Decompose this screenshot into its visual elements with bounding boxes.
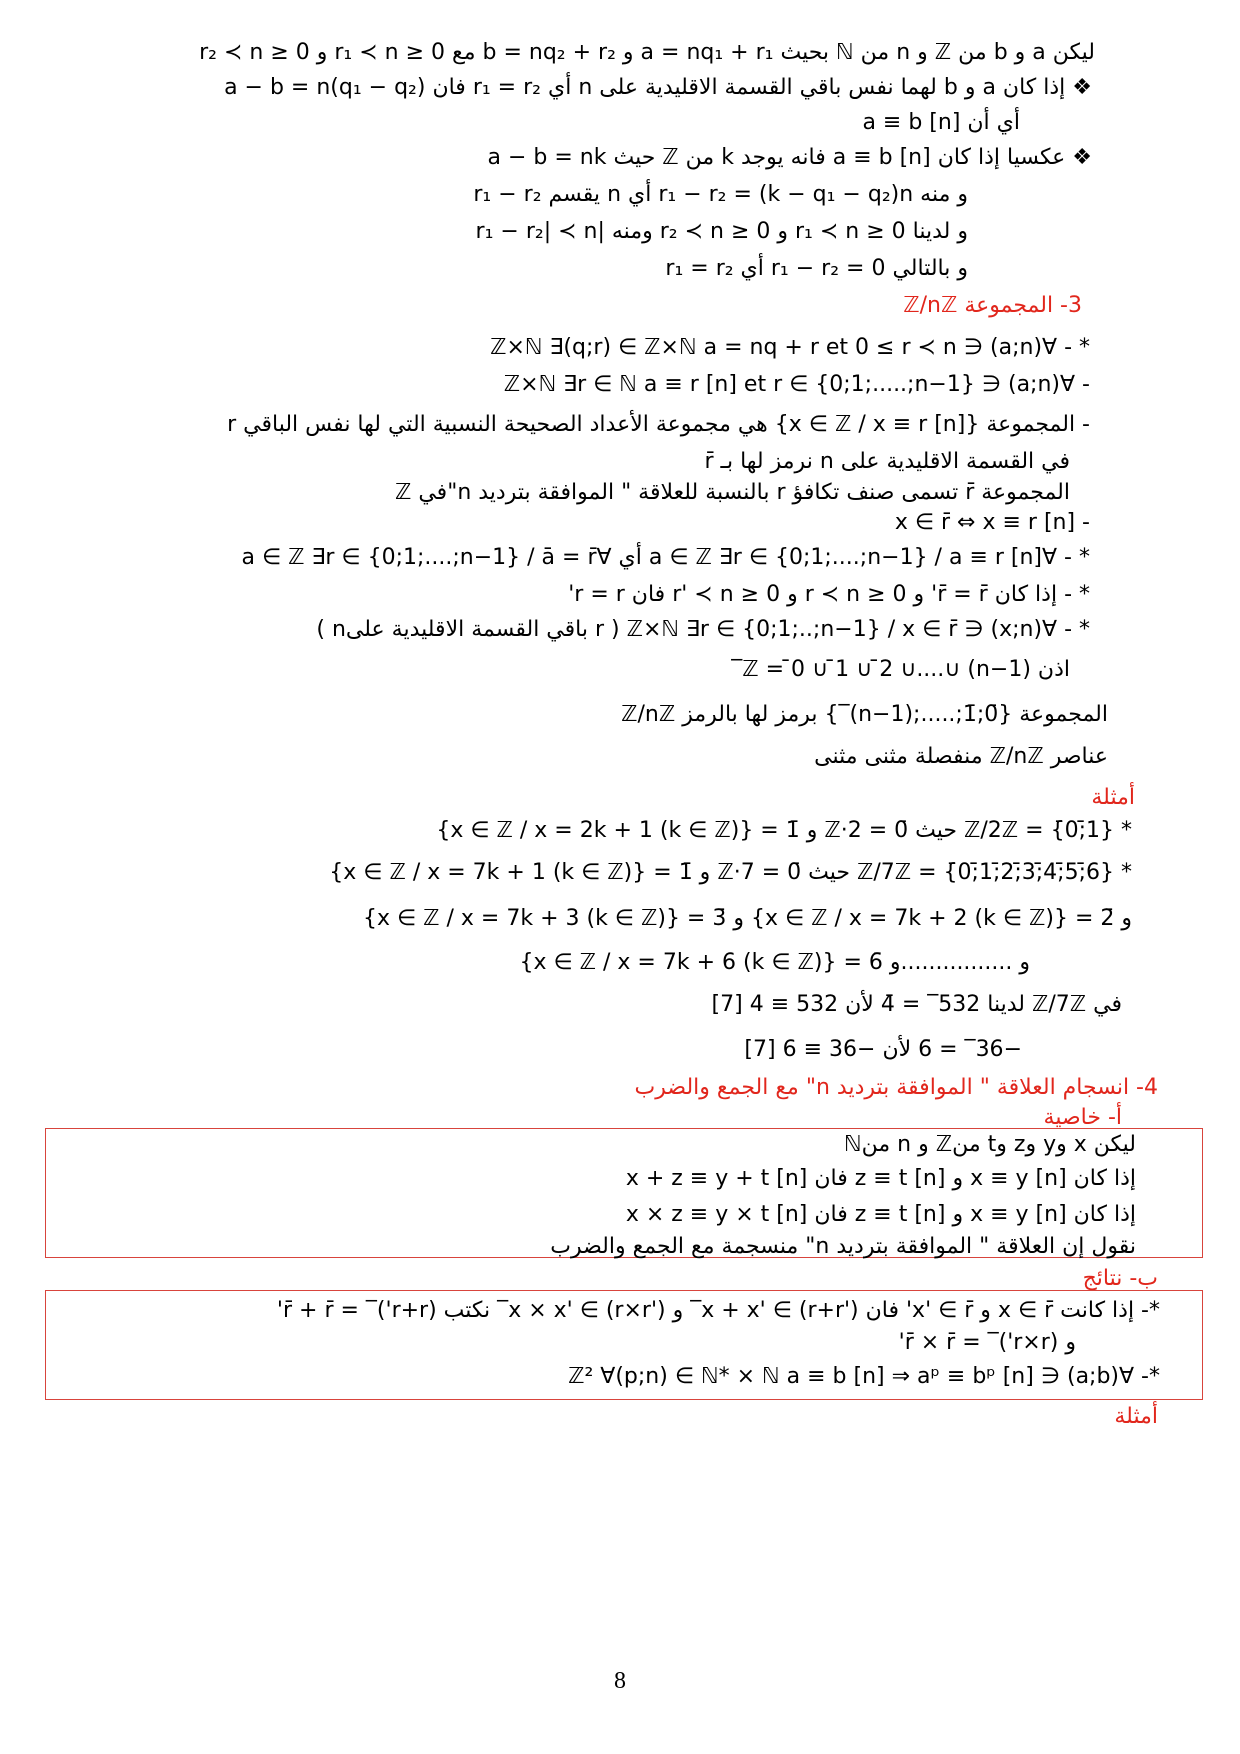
line-22: * ℤ/2ℤ = {0̄;1̄} حيث 0̄ = 2·ℤ و 1̄ = {x ∈ ℤ / x = 2k + 1 (k ∈ ℤ)} [436,818,1132,843]
results-heading: ب- نتائج [1082,1266,1158,1291]
line-10: - ∀(a;n) ∈ ℤ×ℕ ∃r ∈ ℕ a ≡ r [n] et r ∈ {0;1;.....;n−1} [503,372,1090,397]
section-3-heading: 3- المجموعة ℤ/nℤ [903,293,1082,318]
line-18: اذن ℤ = 0̄ ∪ 1̄ ∪ 2̄ ∪....∪ (n−1)‾ [731,657,1070,682]
line-20: عناصر ℤ/nℤ منفصلة مثنى مثنى [814,744,1108,769]
line-33: نقول إن العلاقة " الموافقة بترديد n" منسجمة مع الجمع والضرب [550,1234,1136,1259]
line-5: و منه r₁ − r₂ = (k − q₁ − q₂)n أي n يقسم r₁ − r₂ [473,182,968,207]
property-heading: أ- خاصية [1043,1105,1122,1130]
line-30: ليكن x وy وz وt منℤ و n منℕ [843,1132,1136,1157]
examples-heading-1: أمثلة [1091,785,1135,810]
line-1: ليكن a و b من ℤ و n من ℕ بحيث a = nq₁ + r₁ و b = nq₂ + r₂ مع 0 ≤ r₁ ≺ n و 0 ≤ r₂ ≺ n [199,40,1095,65]
line-13: المجموعة r̄ تسمى صنف تكافؤ r بالنسبة للعلاقة " الموافقة بترديد n"في ℤ [394,480,1070,505]
line-27: −36‾ = 6̄ لأن −36 ≡ 6 [7] [744,1037,1022,1062]
line-19: المجموعة {0̄;1̄;.....;(n−1)‾} برمز لها بالرمز ℤ/nℤ [621,702,1108,727]
line-25: و ................و 6̄ = {x ∈ ℤ / x = 7k + 6 (k ∈ ℤ)} [519,950,1030,975]
line-4: ❖ عكسيا إذا كان a ≡ b [n] فانه يوجد k من ℤ حيث a − b = nk [487,145,1092,170]
line-36: و (r×r')‾ = r̄ × r̄' [898,1330,1076,1355]
line-31: إذا كان x ≡ y [n] و z ≡ t [n] فان x + z ≡ y + t [n] [625,1166,1136,1191]
section-4-heading: 4- انسجام العلاقة " الموافقة بترديد n" مع الجمع والضرب [634,1075,1158,1100]
line-14: - x ∈ r̄ ⇔ x ≡ r [n] [894,510,1090,535]
line-24: و 2̄ = {x ∈ ℤ / x = 7k + 2 (k ∈ ℤ)} و 3̄ = {x ∈ ℤ / x = 7k + 3 (k ∈ ℤ)} [362,906,1132,931]
page-number: 8 [614,1668,626,1694]
line-3: أي أن a ≡ b [n] [862,110,1020,135]
line-7: و بالتالي r₁ − r₂ = 0 أي r₁ = r₂ [665,256,968,281]
line-37: *- ∀(a;b) ∈ ℤ² ∀(p;n) ∈ ℕ* × ℕ a ≡ b [n] ⇒ aᵖ ≡ bᵖ [n] [568,1364,1160,1389]
line-6: و لدينا 0 ≤ r₁ ≺ n و 0 ≤ r₂ ≺ n ومنه |r₁ − r₂| ≺ n [475,219,968,244]
line-2: ❖ إذا كان a و b لهما نفس باقي القسمة الاقليدية على n أي r₁ = r₂ فان a − b = n(q₁ − q₂) [224,75,1092,100]
line-23: * ℤ/7ℤ = {0̄;1̄;2̄;3̄;4̄;5̄;6̄} حيث 0̄ = 7·ℤ و 1̄ = {x ∈ ℤ / x = 7k + 1 (k ∈ ℤ)} [329,860,1132,885]
line-11: - المجموعة {x ∈ ℤ / x ≡ r [n]} هي مجموعة الأعداد الصحيحة النسبية التي لها نفس الباقي r [227,412,1090,437]
line-32: إذا كان x ≡ y [n] و z ≡ t [n] فان x × z ≡ y × t [n] [625,1202,1136,1227]
examples-heading-2: أمثلة [1114,1404,1158,1429]
line-26: في ℤ/7ℤ لدينا 532‾ = 4̄ لأن 532 ≡ 4 [7] [711,992,1122,1017]
line-16: * - إذا كان r̄ = r̄' و 0 ≤ r ≺ n و 0 ≤ r' ≺ n فان r = r' [568,582,1090,607]
line-15: * - ∀a ∈ ℤ ∃r ∈ {0;1;....;n−1} / a ≡ r [n] أي ∀a ∈ ℤ ∃r ∈ {0;1;....;n−1} / ā = r̄ [241,545,1090,570]
line-12: في القسمة الاقليدية على n نرمز لها بـ r̄ [704,449,1070,474]
line-9: * - ∀(a;n) ∈ ℤ×ℕ ∃(q;r) ∈ ℤ×ℕ a = nq + r et 0 ≤ r ≺ n [490,335,1090,360]
line-35: *- إذا كانت x ∈ r̄ و x' ∈ r̄' فان x + x' ∈ (r+r')‾ و x × x' ∈ (r×r')‾ نكتب (r+r')‾ = r̄ + r̄' [276,1298,1160,1323]
line-17: * - ∀(x;n) ∈ ℤ×ℕ ∃r ∈ {0;1;..;n−1} / x ∈ r̄ ( r باقي القسمة الاقليدية علىn ) [316,617,1090,642]
